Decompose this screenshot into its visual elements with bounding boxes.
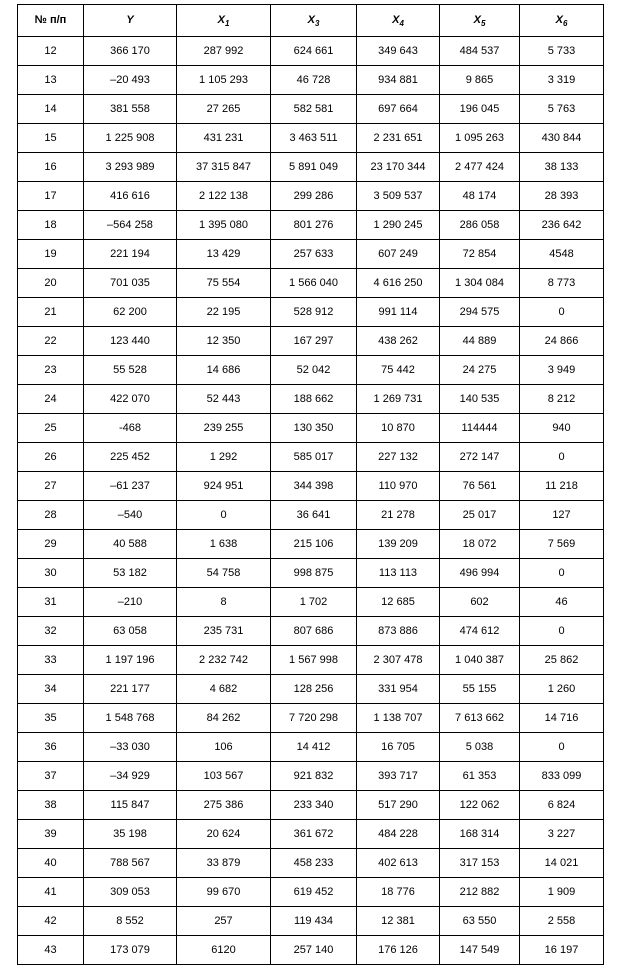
table-cell: 167 297 (271, 327, 357, 356)
table-cell: 27 265 (177, 95, 271, 124)
table-cell: 12 685 (357, 588, 440, 617)
table-cell: 286 058 (440, 211, 520, 240)
table-cell: 41 (18, 878, 84, 907)
table-cell: 55 528 (84, 356, 177, 385)
table-cell: 37 315 847 (177, 153, 271, 182)
table-cell: 1 548 768 (84, 704, 177, 733)
table-cell: 1 638 (177, 530, 271, 559)
table-cell: 37 (18, 762, 84, 791)
table-cell: 3 509 537 (357, 182, 440, 211)
table-cell: 212 882 (440, 878, 520, 907)
table-cell: 52 042 (271, 356, 357, 385)
column-header-label: X (473, 14, 481, 26)
table-cell: 23 (18, 356, 84, 385)
table-cell: 257 633 (271, 240, 357, 269)
table-cell: 39 (18, 820, 84, 849)
table-cell: 5 038 (440, 733, 520, 762)
table-cell: 122 062 (440, 791, 520, 820)
table-row (18, 124, 604, 153)
table-cell: 110 970 (357, 472, 440, 501)
table-row (18, 269, 604, 298)
column-header-subscript: 3 (314, 19, 320, 29)
table-cell: 7 613 662 (440, 704, 520, 733)
column-header-3 (271, 5, 357, 37)
table-cell: 4 616 250 (357, 269, 440, 298)
table-cell: 26 (18, 443, 84, 472)
table-cell: 294 575 (440, 298, 520, 327)
table-cell: –61 237 (84, 472, 177, 501)
table-cell: 361 672 (271, 820, 357, 849)
table-cell: 299 286 (271, 182, 357, 211)
table-cell: 119 434 (271, 907, 357, 936)
column-header-6 (520, 5, 604, 37)
table-cell: 4 682 (177, 675, 271, 704)
table-row (18, 936, 604, 965)
table-row (18, 646, 604, 675)
table-cell: 12 350 (177, 327, 271, 356)
table-cell: 619 452 (271, 878, 357, 907)
table-cell: 431 231 (177, 124, 271, 153)
table-row (18, 66, 604, 95)
data-table (17, 4, 604, 965)
table-cell: 3 463 511 (271, 124, 357, 153)
table-cell: 624 661 (271, 37, 357, 66)
table-cell: 2 231 651 (357, 124, 440, 153)
table-row (18, 849, 604, 878)
table-cell: 3 949 (520, 356, 604, 385)
table-row (18, 617, 604, 646)
table-cell: 173 079 (84, 936, 177, 965)
table-cell: –20 493 (84, 66, 177, 95)
table-cell: 438 262 (357, 327, 440, 356)
table-row (18, 95, 604, 124)
table-cell: 140 535 (440, 385, 520, 414)
table-cell: 2 122 138 (177, 182, 271, 211)
table-row (18, 443, 604, 472)
table-row (18, 240, 604, 269)
table-cell: 28 393 (520, 182, 604, 211)
table-cell: 1 290 245 (357, 211, 440, 240)
table-cell: 14 412 (271, 733, 357, 762)
table-cell: 998 875 (271, 559, 357, 588)
table-cell: 381 558 (84, 95, 177, 124)
table-cell: 38 133 (520, 153, 604, 182)
table-cell: 5 733 (520, 37, 604, 66)
table-cell: 788 567 (84, 849, 177, 878)
table-cell: 84 262 (177, 704, 271, 733)
table-cell: 17 (18, 182, 84, 211)
table-cell: 317 153 (440, 849, 520, 878)
table-cell: 18 776 (357, 878, 440, 907)
table-cell: 602 (440, 588, 520, 617)
table-cell: 430 844 (520, 124, 604, 153)
table-cell: 27 (18, 472, 84, 501)
table-cell: 21 278 (357, 501, 440, 530)
table-cell: 20 (18, 269, 84, 298)
table-cell: 257 (177, 907, 271, 936)
table-cell: 13 429 (177, 240, 271, 269)
table-cell: 33 879 (177, 849, 271, 878)
table-cell: 0 (177, 501, 271, 530)
table-cell: 36 641 (271, 501, 357, 530)
table-cell: 35 198 (84, 820, 177, 849)
table-cell: 196 045 (440, 95, 520, 124)
table-cell: 72 854 (440, 240, 520, 269)
table-cell: 13 (18, 66, 84, 95)
table-cell: 221 194 (84, 240, 177, 269)
table-cell: 7 720 298 (271, 704, 357, 733)
table-cell: 484 537 (440, 37, 520, 66)
table-cell: 991 114 (357, 298, 440, 327)
table-cell: 287 992 (177, 37, 271, 66)
column-header-label: X (392, 14, 400, 26)
table-cell: 1 702 (271, 588, 357, 617)
column-header-5 (440, 5, 520, 37)
table-row (18, 762, 604, 791)
table-row (18, 675, 604, 704)
table-row (18, 704, 604, 733)
table-cell: 1 304 084 (440, 269, 520, 298)
table-row (18, 472, 604, 501)
table-cell: 1 567 998 (271, 646, 357, 675)
table-cell: 458 233 (271, 849, 357, 878)
table-cell: 2 307 478 (357, 646, 440, 675)
table-cell: –564 258 (84, 211, 177, 240)
table-cell: 25 (18, 414, 84, 443)
column-header-label: X (555, 14, 563, 26)
table-cell: 24 275 (440, 356, 520, 385)
table-cell: 1 395 080 (177, 211, 271, 240)
table-cell: 1 197 196 (84, 646, 177, 675)
table-cell: 35 (18, 704, 84, 733)
table-cell: 44 889 (440, 327, 520, 356)
table-cell: 20 624 (177, 820, 271, 849)
table-cell: 1 566 040 (271, 269, 357, 298)
column-header-label: X (307, 14, 315, 26)
table-cell: 344 398 (271, 472, 357, 501)
table-cell: 257 140 (271, 936, 357, 965)
table-cell: 607 249 (357, 240, 440, 269)
table-cell: 1 292 (177, 443, 271, 472)
table-cell: 236 642 (520, 211, 604, 240)
column-header-4 (357, 5, 440, 37)
table-cell: 9 865 (440, 66, 520, 95)
table-cell: 53 182 (84, 559, 177, 588)
table-cell: 14 686 (177, 356, 271, 385)
table-cell: 42 (18, 907, 84, 936)
table-cell: 33 (18, 646, 84, 675)
table-cell: 0 (520, 559, 604, 588)
table-cell: 1 269 731 (357, 385, 440, 414)
table-cell: 585 017 (271, 443, 357, 472)
table-cell: 25 862 (520, 646, 604, 675)
table-cell: -468 (84, 414, 177, 443)
table-cell: 349 643 (357, 37, 440, 66)
column-header-label: Y (126, 14, 134, 26)
table-cell: 5 763 (520, 95, 604, 124)
table-cell: 99 670 (177, 878, 271, 907)
table-cell: 1 260 (520, 675, 604, 704)
table-cell: 3 227 (520, 820, 604, 849)
table-cell: 393 717 (357, 762, 440, 791)
table-cell: 8 773 (520, 269, 604, 298)
table-cell: 43 (18, 936, 84, 965)
table-cell: 924 951 (177, 472, 271, 501)
table-cell: 366 170 (84, 37, 177, 66)
header-row (18, 5, 604, 37)
table-cell: 14 (18, 95, 84, 124)
table-cell: 239 255 (177, 414, 271, 443)
table-cell: 275 386 (177, 791, 271, 820)
column-header-0 (18, 5, 84, 37)
table-cell: 496 994 (440, 559, 520, 588)
table-cell: 48 174 (440, 182, 520, 211)
table-cell: 8 552 (84, 907, 177, 936)
table-cell: 1 138 707 (357, 704, 440, 733)
table-row (18, 327, 604, 356)
table-row (18, 182, 604, 211)
table-cell: 7 569 (520, 530, 604, 559)
table-cell: 21 (18, 298, 84, 327)
table-cell: 5 891 049 (271, 153, 357, 182)
column-header-subscript: 4 (399, 19, 404, 29)
table-cell: 130 350 (271, 414, 357, 443)
table-cell: 402 613 (357, 849, 440, 878)
table-cell: 940 (520, 414, 604, 443)
table-cell: 1 225 908 (84, 124, 177, 153)
table-cell: 474 612 (440, 617, 520, 646)
table-cell: 3 319 (520, 66, 604, 95)
table-cell: 139 209 (357, 530, 440, 559)
table-row (18, 501, 604, 530)
table-cell: 2 232 742 (177, 646, 271, 675)
table-cell: 873 886 (357, 617, 440, 646)
table-cell: 331 954 (357, 675, 440, 704)
table-cell: 697 664 (357, 95, 440, 124)
table-cell: 12 381 (357, 907, 440, 936)
table-cell: 934 881 (357, 66, 440, 95)
table-cell: 422 070 (84, 385, 177, 414)
table-cell: 25 017 (440, 501, 520, 530)
table-cell: 1 040 387 (440, 646, 520, 675)
table-cell: 61 353 (440, 762, 520, 791)
table-cell: 30 (18, 559, 84, 588)
table-cell: 233 340 (271, 791, 357, 820)
table-cell: 1 909 (520, 878, 604, 907)
table-cell: 14 021 (520, 849, 604, 878)
table-cell: 0 (520, 733, 604, 762)
table-row (18, 211, 604, 240)
table-cell: 0 (520, 443, 604, 472)
table-row (18, 530, 604, 559)
table-cell: 16 705 (357, 733, 440, 762)
table-cell: 16 (18, 153, 84, 182)
table-cell: –210 (84, 588, 177, 617)
table-cell: 63 550 (440, 907, 520, 936)
table-cell: 123 440 (84, 327, 177, 356)
table-cell: 309 053 (84, 878, 177, 907)
table-cell: 528 912 (271, 298, 357, 327)
table-cell: 701 035 (84, 269, 177, 298)
table-cell: 0 (520, 298, 604, 327)
table-row (18, 820, 604, 849)
table-cell: 227 132 (357, 443, 440, 472)
table-row (18, 907, 604, 936)
table-cell: 12 (18, 37, 84, 66)
table-cell: 8 212 (520, 385, 604, 414)
table-cell: 46 (520, 588, 604, 617)
table-cell: 36 (18, 733, 84, 762)
table-cell: 8 (177, 588, 271, 617)
table-cell: 62 200 (84, 298, 177, 327)
table-cell: 22 195 (177, 298, 271, 327)
table-cell: 103 567 (177, 762, 271, 791)
table-cell: 272 147 (440, 443, 520, 472)
table-cell: 11 218 (520, 472, 604, 501)
table-cell: 16 197 (520, 936, 604, 965)
table-cell: 31 (18, 588, 84, 617)
table-cell: 55 155 (440, 675, 520, 704)
table-cell: 54 758 (177, 559, 271, 588)
table-body (18, 37, 604, 965)
table-cell: 46 728 (271, 66, 357, 95)
table-cell: 75 554 (177, 269, 271, 298)
table-cell: 28 (18, 501, 84, 530)
table-cell: 14 716 (520, 704, 604, 733)
table-cell: 4548 (520, 240, 604, 269)
table-cell: –34 929 (84, 762, 177, 791)
table-cell: 2 477 424 (440, 153, 520, 182)
table-cell: 114444 (440, 414, 520, 443)
table-cell: 15 (18, 124, 84, 153)
table-row (18, 733, 604, 762)
table-cell: 40 588 (84, 530, 177, 559)
column-header-label: X (217, 14, 225, 26)
table-cell: 63 058 (84, 617, 177, 646)
table-cell: 106 (177, 733, 271, 762)
table-row (18, 878, 604, 907)
table-cell: 6120 (177, 936, 271, 965)
table-cell: 127 (520, 501, 604, 530)
table-cell: 147 549 (440, 936, 520, 965)
table-cell: 128 256 (271, 675, 357, 704)
table-cell: 38 (18, 791, 84, 820)
table-row (18, 37, 604, 66)
table-cell: 29 (18, 530, 84, 559)
table-cell: 23 170 344 (357, 153, 440, 182)
table-cell: –540 (84, 501, 177, 530)
table-cell: 75 442 (357, 356, 440, 385)
table-row (18, 356, 604, 385)
table-cell: 0 (520, 617, 604, 646)
table-cell: 188 662 (271, 385, 357, 414)
table-cell: –33 030 (84, 733, 177, 762)
table-cell: 921 832 (271, 762, 357, 791)
table-cell: 235 731 (177, 617, 271, 646)
table-cell: 833 099 (520, 762, 604, 791)
table-row (18, 414, 604, 443)
table-cell: 24 (18, 385, 84, 414)
table-row (18, 559, 604, 588)
table-cell: 6 824 (520, 791, 604, 820)
column-header-1 (84, 5, 177, 37)
table-row (18, 385, 604, 414)
table-cell: 19 (18, 240, 84, 269)
table-cell: 807 686 (271, 617, 357, 646)
table-cell: 1 095 263 (440, 124, 520, 153)
column-header-label: № п/п (34, 14, 67, 26)
table-cell: 215 106 (271, 530, 357, 559)
table-cell: 484 228 (357, 820, 440, 849)
table-cell: 416 616 (84, 182, 177, 211)
table-cell: 18 (18, 211, 84, 240)
table-cell: 801 276 (271, 211, 357, 240)
table-row (18, 791, 604, 820)
column-header-subscript: 1 (224, 19, 230, 29)
column-header-subscript: 5 (480, 19, 486, 29)
table-cell: 176 126 (357, 936, 440, 965)
table-cell: 1 105 293 (177, 66, 271, 95)
table-row (18, 153, 604, 182)
table-cell: 221 177 (84, 675, 177, 704)
table-cell: 32 (18, 617, 84, 646)
table-cell: 40 (18, 849, 84, 878)
column-header-2 (177, 5, 271, 37)
table-cell: 168 314 (440, 820, 520, 849)
table-cell: 3 293 989 (84, 153, 177, 182)
table-cell: 76 561 (440, 472, 520, 501)
table-cell: 225 452 (84, 443, 177, 472)
table-cell: 22 (18, 327, 84, 356)
table-header (18, 5, 604, 37)
table-cell: 2 558 (520, 907, 604, 936)
table-cell: 115 847 (84, 791, 177, 820)
table-cell: 24 866 (520, 327, 604, 356)
table-cell: 517 290 (357, 791, 440, 820)
table-cell: 34 (18, 675, 84, 704)
table-cell: 52 443 (177, 385, 271, 414)
column-header-subscript: 6 (562, 19, 568, 29)
table-cell: 113 113 (357, 559, 440, 588)
table-row (18, 298, 604, 327)
table-cell: 10 870 (357, 414, 440, 443)
table-cell: 18 072 (440, 530, 520, 559)
table-cell: 582 581 (271, 95, 357, 124)
table-row (18, 588, 604, 617)
